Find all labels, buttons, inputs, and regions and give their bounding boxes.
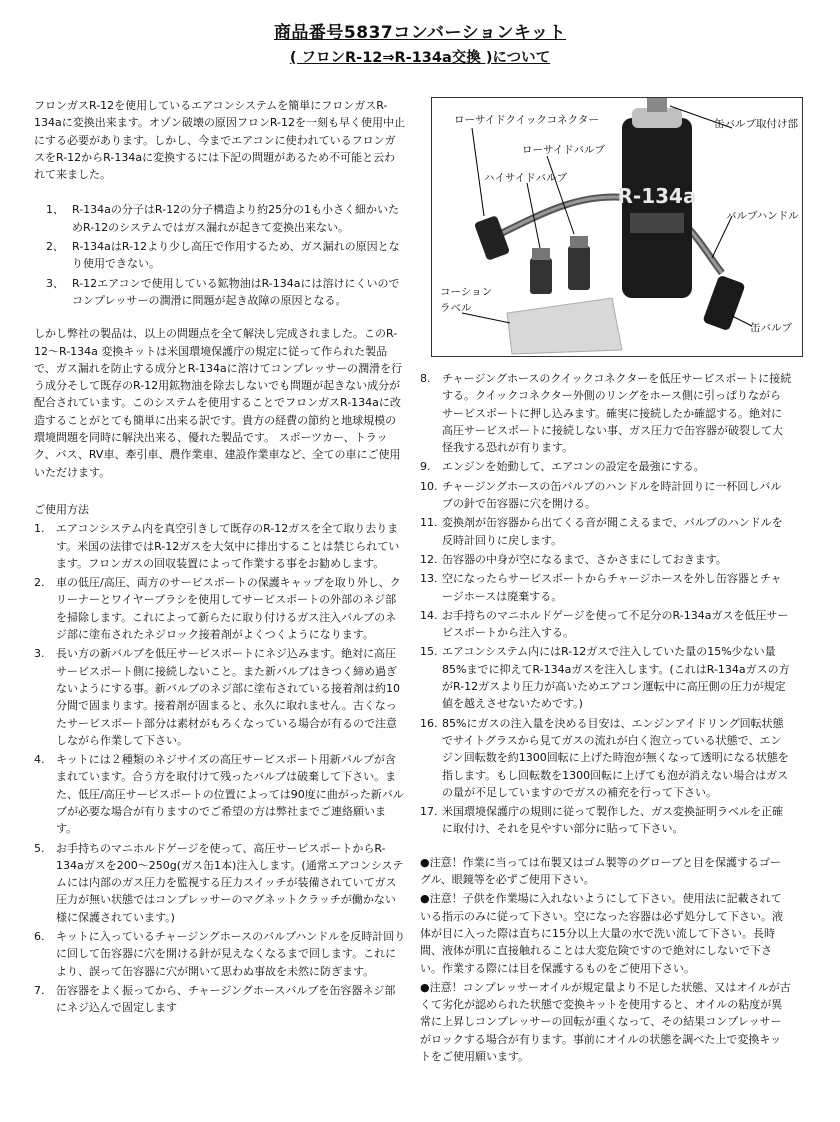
list-item: 2. 車の低圧/高圧、両方のサービスポートの保護キャップを取り外し、クリーナーとワイヤーブラシを使用してサービスポートの外部のネジ部を掃除します。これによって新らたに取り付けるガス注入バルブのネジ部に塗布されたネジロック接着剤がよくつくようになります。 [34, 576, 401, 642]
list-item: 3、 R-12エアコンで使用している鉱物油はR-134aには溶けにくいのでコンプレッサーの潤滑に問題が起き故障の原因となる。 [46, 276, 400, 307]
usage-steps-left [34, 520, 406, 1016]
label-can-valve-mount: 缶バルブ取付け部 [714, 118, 798, 130]
warning-gloves: ●注意！作業に当っては布製又はゴム製等のグローブと目を保護するゴーグル、眼鏡等を必ずご使用下さい。 [420, 855, 782, 887]
label-high-side-valve: ハイサイドバルブ [484, 172, 568, 184]
list-item: 12. 缶容器の中身が空になるまで、さかさまにしておきます。 [420, 552, 727, 566]
list-item: 14. お手持ちのマニホルドゲージを使って不足分のR-134aガスを低圧サービスポートから注入する。 [420, 608, 789, 640]
list-item: 17. 米国環境保護庁の規則に従って製作した、ガス変換証明ラベルを正確に取付け、それを見やすい部分に貼って下さい。 [420, 805, 783, 836]
product-photo [431, 97, 803, 357]
list-item: 15. エアコンシステム内にはR-12ガスで注入していた量の15%少ない量85%までに抑えてR-134aガスを注入します。(これはR-134aガスの方がR-12ガスより圧力が高いためエアコン運転中に高圧側の圧力が規定値を越えさせないためです。) [420, 645, 790, 711]
list-item: 1. エアコンシステム内を真空引きして既存のR-12ガスを全て取り去ります。米国の法律ではR-12ガスを大気中に排出することは禁じられています。フロンガスの回収装置によって作業する事をお勧めします。 [34, 522, 400, 570]
list-item: 5. お手持ちのマニホルドゲージを使って、高圧サービスポートからR-134aガスを200～250g(ガス缶1本)注入します。(通常エアコンシステムには内部のガス圧力を監視する圧力スイッチが装備されていてガス圧力が無い状態ではコンプレッサーのマグネットクラッチが働かない様に保護されています。) [34, 841, 404, 924]
label-valve-handle: バルブハンドル [726, 210, 799, 222]
caution-label-bag [507, 298, 622, 354]
warning-oil: ●注意！コンプレッサーオイルが規定量より不足した状態、又はオイルが古くて劣化が認められた状態で変換キットを使用すると、オイルの粘度が異常に上昇しコンプレッサーの回転が重くなって、その結果コンプレッサーがロックする場合が有ります。事前にオイルの状態を調べた上で変換キットをご使用願います。 [420, 980, 791, 1063]
kit-illustration [432, 98, 802, 356]
usage-heading: ご使用方法 [34, 502, 89, 516]
solution-paragraph: しかし弊社の製品は、以上の問題点を全て解決し完成されました。このR-12～R-134a 変換キットは米国環境保護庁の規定に従って作られた製品で、ガス漏れを防止する成分とR-134aに溶けてコンプレッサーの潤滑を行う成分そして既存のR-12用鉱物油を除去しないでも問題が起きない成分が配合されています。このシステムを使用することでフロンガスR-134aに改造することがとても簡単に出来る訳です。貴方の経費の節約と地球規模の環境問題を同時に解決出来る、優れた製品です。 スポーツカー、トラック、バス、RV車、牽引車、農作業車、建設作業車など、全ての車にご使用いただけます。 [34, 327, 403, 479]
list-item: 9. エンジンを始動して、エアコンの設定を最強にする。 [420, 460, 705, 474]
list-item: 13. 空になったらサービスポートからチャージホースを外し缶容器とチャージホースは廃棄する。 [420, 572, 782, 603]
header [0, 18, 840, 67]
right-column [420, 370, 792, 1065]
list-item: 3. 長い方の新バルブを低圧サービスポートにネジ込みます。絶対に高圧サービスポート側に接続しないこと。また新バルブはきつく締め過ぎないようにする事。新バルブのネジ部に塗布されている接着剤は約10分間で固まります。接着剤が固まると、永久に取れません。古くなったサービスポート部分は素材がもろくなっている場合が有るので注意しながら作業して下さい。 [34, 647, 400, 747]
high-side-valve [530, 258, 552, 294]
can-valve [702, 275, 745, 332]
list-item: 1、 R-134aの分子はR-12の分子構造より約25分の1も小さく細かいためR-12のシステムではガス漏れが起きて変換出来ない。 [46, 203, 400, 234]
label-low-side-coupler: ローサイドクイックコネクター [454, 114, 599, 126]
list-item: 16. 85%にガスの注入量を決める目安は、エンジンアイドリング回転状態でサイトグラスから見てガスの流れが白く泡立っている状態で、エンジン回転数を約1300回転に上げた時泡が無くなって透明になる状態を指します。もし回転数を1300回転に上げても泡が消えない場合はガスの量が不足していますのでガスの補充を行って下さい。 [420, 716, 789, 799]
warning-children: ●注意！子供を作業場に入れないようにして下さい。使用法に記載されている指示のみに従って下さい。空になった容器は必ず処分して下さい。液体が目に入った際は直ちに15分以上大量の水で洗い流して下さい。長時間、液体が肌に直接触れることは大変危険ですので絶対にしないで下さい。作業する際には目を保護するものをご使用下さい。 [420, 892, 783, 975]
label-can-valve: 缶バルブ [750, 322, 792, 334]
list-item: 6. キットに入っているチャージングホースのバルブハンドルを反時計回りに回して缶容器に穴を開ける針が見えなくなるまで回します。これにより、誤って缶容器に穴が開いて思わぬ事故を未然に防ぎます。 [34, 930, 406, 978]
refrigerant-can [622, 118, 692, 298]
low-side-valve [568, 246, 590, 290]
left-column [34, 97, 406, 1019]
list-item: 11. 変換剤が缶容器から出てくる音が聞こえるまで、バルブのハンドルを反時計回りに戻します。 [420, 516, 783, 547]
list-item: 7. 缶容器をよく振ってから、チャージングホースバルブを缶容器ネジ部にネジ込んで固定します [34, 983, 396, 1015]
page-title: 商品番号5837コンバーションキット [273, 23, 567, 43]
intro-paragraph: フロンガスR-12を使用しているエアコンシステムを簡単にフロンガスR-134aに変換出来ます。オゾン破壊の原因フロンR-12を一刻も早く使用中止にする必要があります。しかし、今までエアコンに使われているフロンガスをR-12からR-134aに変換するには下記の問題があるため不可能と云われて来ました。 [34, 99, 406, 182]
usage-steps-right [420, 370, 792, 838]
list-item: 10. チャージングホースの缶バルブのハンドルを時計回りに一杯回しバルブの針で缶容器に穴を開ける。 [420, 479, 782, 511]
problem-list [34, 201, 406, 309]
list-item: 4. キットには２種類のネジサイズの高圧サービスポート用新バルブが含まれています。合う方を取付けて残ったバルブは破棄して下さい。また、低圧/高圧サービスポートの位置によっては90度に曲がった新バルブが必要な場合が有りますのでご希望の方は弊社までご連絡願います。 [34, 753, 404, 836]
label-caution-label: コーション ラベル [440, 286, 493, 314]
list-item: 2、 R-134aはR-12より少し高圧で作用するため、ガス漏れの原因となり使用できない。 [46, 240, 400, 271]
list-item: 8. チャージングホースのクイックコネクターを低圧サービスポートに接続する。クイックコネクター外側のリングをホース側に引っぱりながらサービスポートに押し込みます。確実に接続したか確認する。絶対に高圧サービスポートに接続しない事、ガス圧力で缶容器が破裂して大怪我する恐れが有ります。 [420, 372, 792, 455]
svg-text:R-134a: R-134a [617, 184, 697, 208]
low-side-coupler [474, 215, 510, 261]
page-subtitle: ( フロンR-12⇒R-134a交換 )について [289, 50, 551, 66]
label-low-side-valve: ローサイドバルブ [522, 144, 606, 156]
